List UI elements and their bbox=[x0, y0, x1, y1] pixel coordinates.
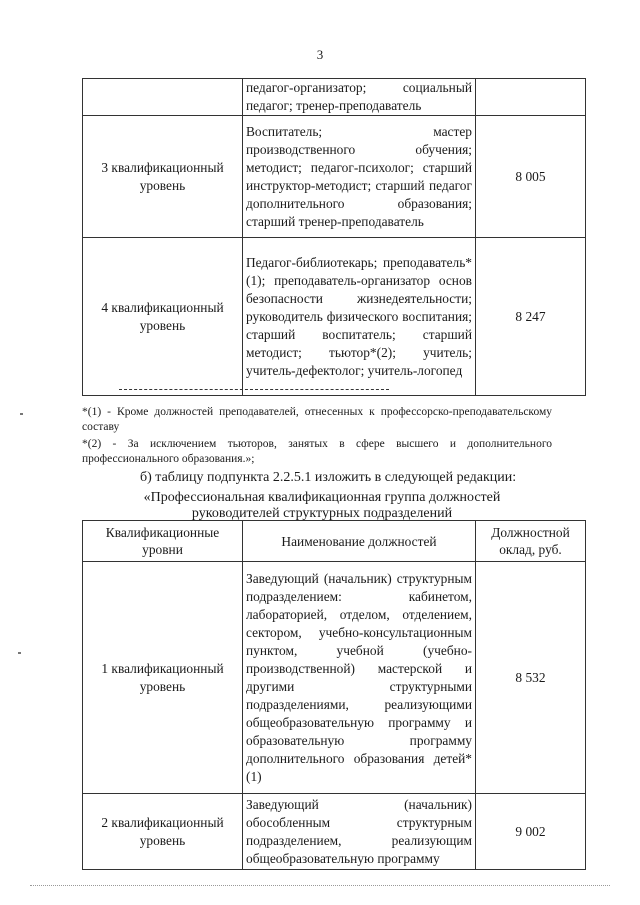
table-row bbox=[83, 794, 586, 870]
positions-table-top bbox=[82, 78, 586, 396]
table-row bbox=[83, 116, 586, 238]
footnote-2: *(2) - За исключением тьюторов, занятых в сфере высшего и дополнительного профессионального образования.»; bbox=[82, 438, 552, 465]
positions-cell: педагог-организатор; социальный педагог; тренер-преподаватель bbox=[243, 79, 476, 116]
positions-cell: Воспитатель; мастер производственного обучения; методист; педагог-психолог; старший инструктор-методист; старший педагог дополнительного образования; старший тренер-преподаватель bbox=[243, 116, 476, 238]
salary-cell: 8 532 bbox=[476, 562, 586, 794]
level-cell: 4 квалификационный уровень bbox=[83, 238, 243, 396]
salary-cell: 9 002 bbox=[476, 794, 586, 870]
footnote-separator bbox=[119, 389, 389, 390]
table-row bbox=[83, 562, 586, 794]
positions-cell: Заведующий (начальник) структурным подразделением: кабинетом, лабораторией, отделом, отделением, сектором, учебно-консультационным пунктом, учебной (учебно-производственной) мастерской и другими структурными подразделениями, реализующими общеобразовательную программу и образовательную программу дополнительного образования детей*(1) bbox=[243, 562, 476, 794]
level-cell: 1 квалификационный уровень bbox=[83, 562, 243, 794]
scan-edge-artifact bbox=[30, 885, 610, 886]
salary-cell: 8 247 bbox=[476, 238, 586, 396]
positions-cell: Заведующий (начальник) обособленным структурным подразделением, реализующим общеобразовательную программу bbox=[243, 794, 476, 870]
scan-artifact bbox=[20, 413, 23, 415]
scan-artifact bbox=[18, 652, 21, 654]
header-positions: Наименование должностей bbox=[243, 521, 476, 562]
footnote-1: *(1) - Кроме должностей преподавателей, отнесенных к профессорско-преподавательскому составу bbox=[82, 406, 552, 433]
level-cell: 3 квалификационный уровень bbox=[83, 116, 243, 238]
header-salary: Должностной оклад, руб. bbox=[476, 521, 586, 562]
table-caption-line-1: «Профессиональная квалификационная группа должностей bbox=[143, 490, 501, 505]
management-positions-table bbox=[82, 520, 586, 870]
table-row bbox=[83, 238, 586, 396]
amendment-paragraph: б) таблицу подпункта 2.2.5.1 изложить в следующей редакции: bbox=[140, 470, 517, 485]
table-row bbox=[83, 79, 586, 116]
level-cell bbox=[83, 79, 243, 116]
salary-cell bbox=[476, 79, 586, 116]
table-header-row bbox=[83, 521, 586, 562]
positions-cell: Педагог-библиотекарь; преподаватель*(1); преподаватель-организатор основ безопасности жизнедеятельности; руководитель физического воспитания; старший воспитатель; старший методист; тьютор*(2); учитель; учитель-дефектолог; учитель-логопед bbox=[243, 238, 476, 396]
header-level: Квалификационные уровни bbox=[83, 521, 243, 562]
page-number: 3 bbox=[316, 47, 324, 62]
salary-cell: 8 005 bbox=[476, 116, 586, 238]
table-caption-line-2: руководителей структурных подразделений bbox=[191, 506, 453, 521]
level-cell: 2 квалификационный уровень bbox=[83, 794, 243, 870]
